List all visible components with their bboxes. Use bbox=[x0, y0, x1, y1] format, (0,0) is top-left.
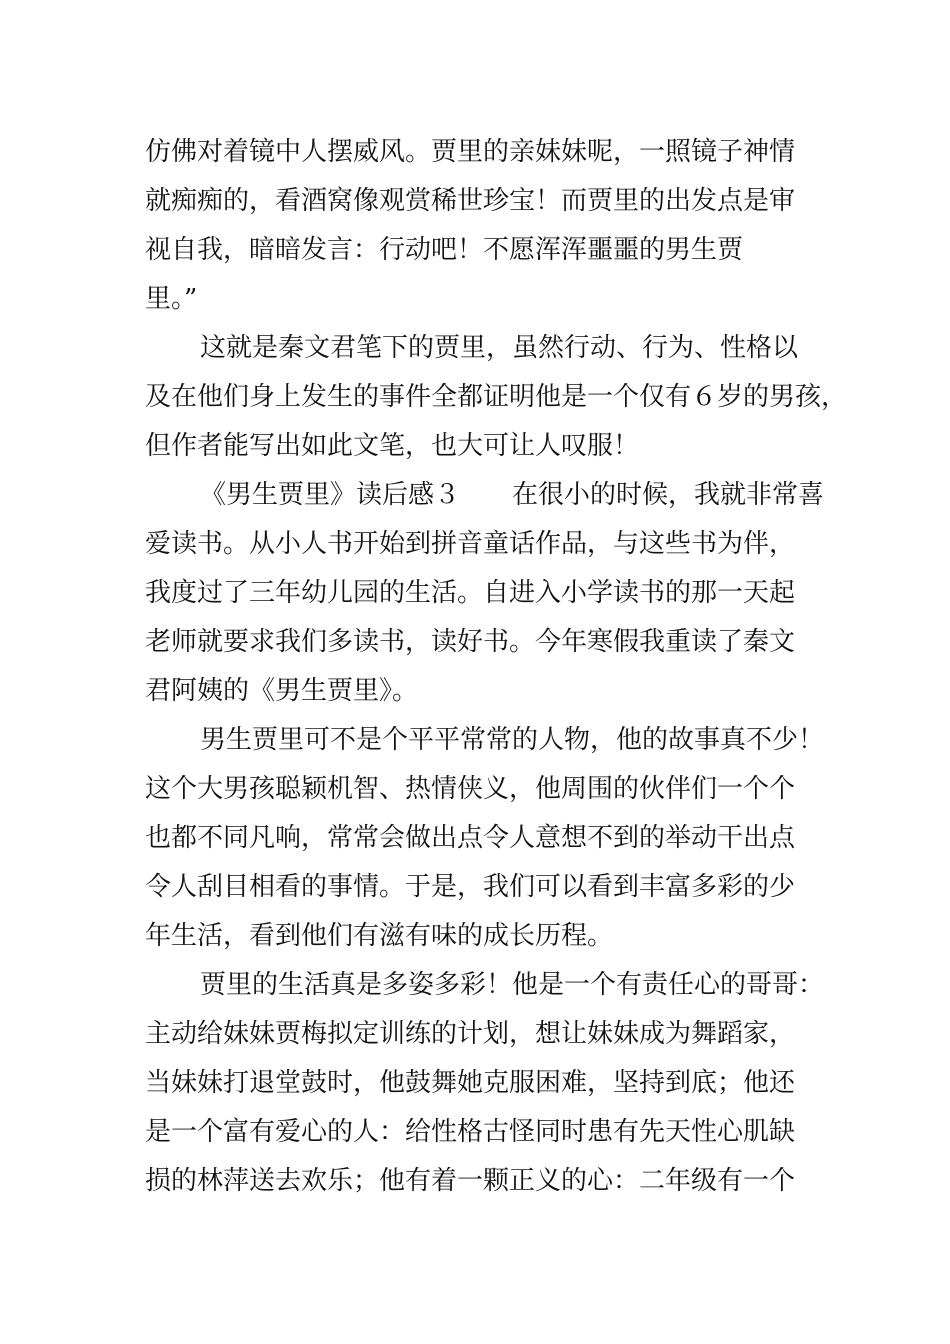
text-line: 我度过了三年幼儿园的生活。自进入小学读书的那一天起 bbox=[145, 578, 796, 608]
paragraph-first-line: 男生贾里可不是个平平常常的人物，他的故事真不少！ bbox=[200, 725, 825, 755]
text-line: 君阿姨的《男生贾里》。 bbox=[145, 676, 419, 706]
text-line: 令人刮目相看的事情。于是，我们可以看到丰富多彩的少 bbox=[145, 872, 796, 902]
section-heading-line: 《男生贾里》读后感３ 在很小的时候，我就非常喜 bbox=[200, 480, 825, 510]
text-line: 仿佛对着镜中人摆威风。贾里的亲妹妹呢，一照镜子神情 bbox=[145, 137, 796, 167]
text-line: 及在他们身上发生的事件全都证明他是一个仅有６岁的男孩， bbox=[145, 382, 848, 412]
paragraph-first-line: 贾里的生活真是多姿多彩！他是一个有责任心的哥哥： bbox=[200, 970, 825, 1000]
text-line: 主动给妹妹贾梅拟定训练的计划，想让妹妹成为舞蹈家， bbox=[145, 1019, 796, 1049]
text-line: 但作者能写出如此文笔，也大可让人叹服！ bbox=[145, 431, 640, 461]
text-line: 损的林萍送去欢乐；他有着一颗正义的心：二年级有一个 bbox=[145, 1166, 796, 1196]
document-body bbox=[145, 128, 848, 1206]
text-line: 就痴痴的，看酒窝像观赏稀世珍宝！而贾里的出发点是审 bbox=[145, 186, 796, 216]
paragraph-first-line: 这就是秦文君笔下的贾里，虽然行动、行为、性格以 bbox=[200, 333, 799, 363]
text-line: 老师就要求我们多读书，读好书。今年寒假我重读了秦文 bbox=[145, 627, 796, 657]
text-line: 是一个富有爱心的人：给性格古怪同时患有先天性心肌缺 bbox=[145, 1117, 796, 1147]
text-line: 当妹妹打退堂鼓时，他鼓舞她克服困难，坚持到底；他还 bbox=[145, 1068, 796, 1098]
text-line: 里。” bbox=[145, 284, 198, 314]
text-line: 这个大男孩聪颖机智、热情侠义，他周围的伙伴们一个个 bbox=[145, 774, 796, 804]
text-line: 视自我，暗暗发言：行动吧！不愿浑浑噩噩的男生贾 bbox=[145, 235, 744, 265]
text-line: 爱读书。从小人书开始到拼音童话作品，与这些书为伴， bbox=[145, 529, 796, 559]
text-line: 也都不同凡响，常常会做出点令人意想不到的举动干出点 bbox=[145, 823, 796, 853]
text-line: 年生活，看到他们有滋有味的成长历程。 bbox=[145, 921, 614, 951]
